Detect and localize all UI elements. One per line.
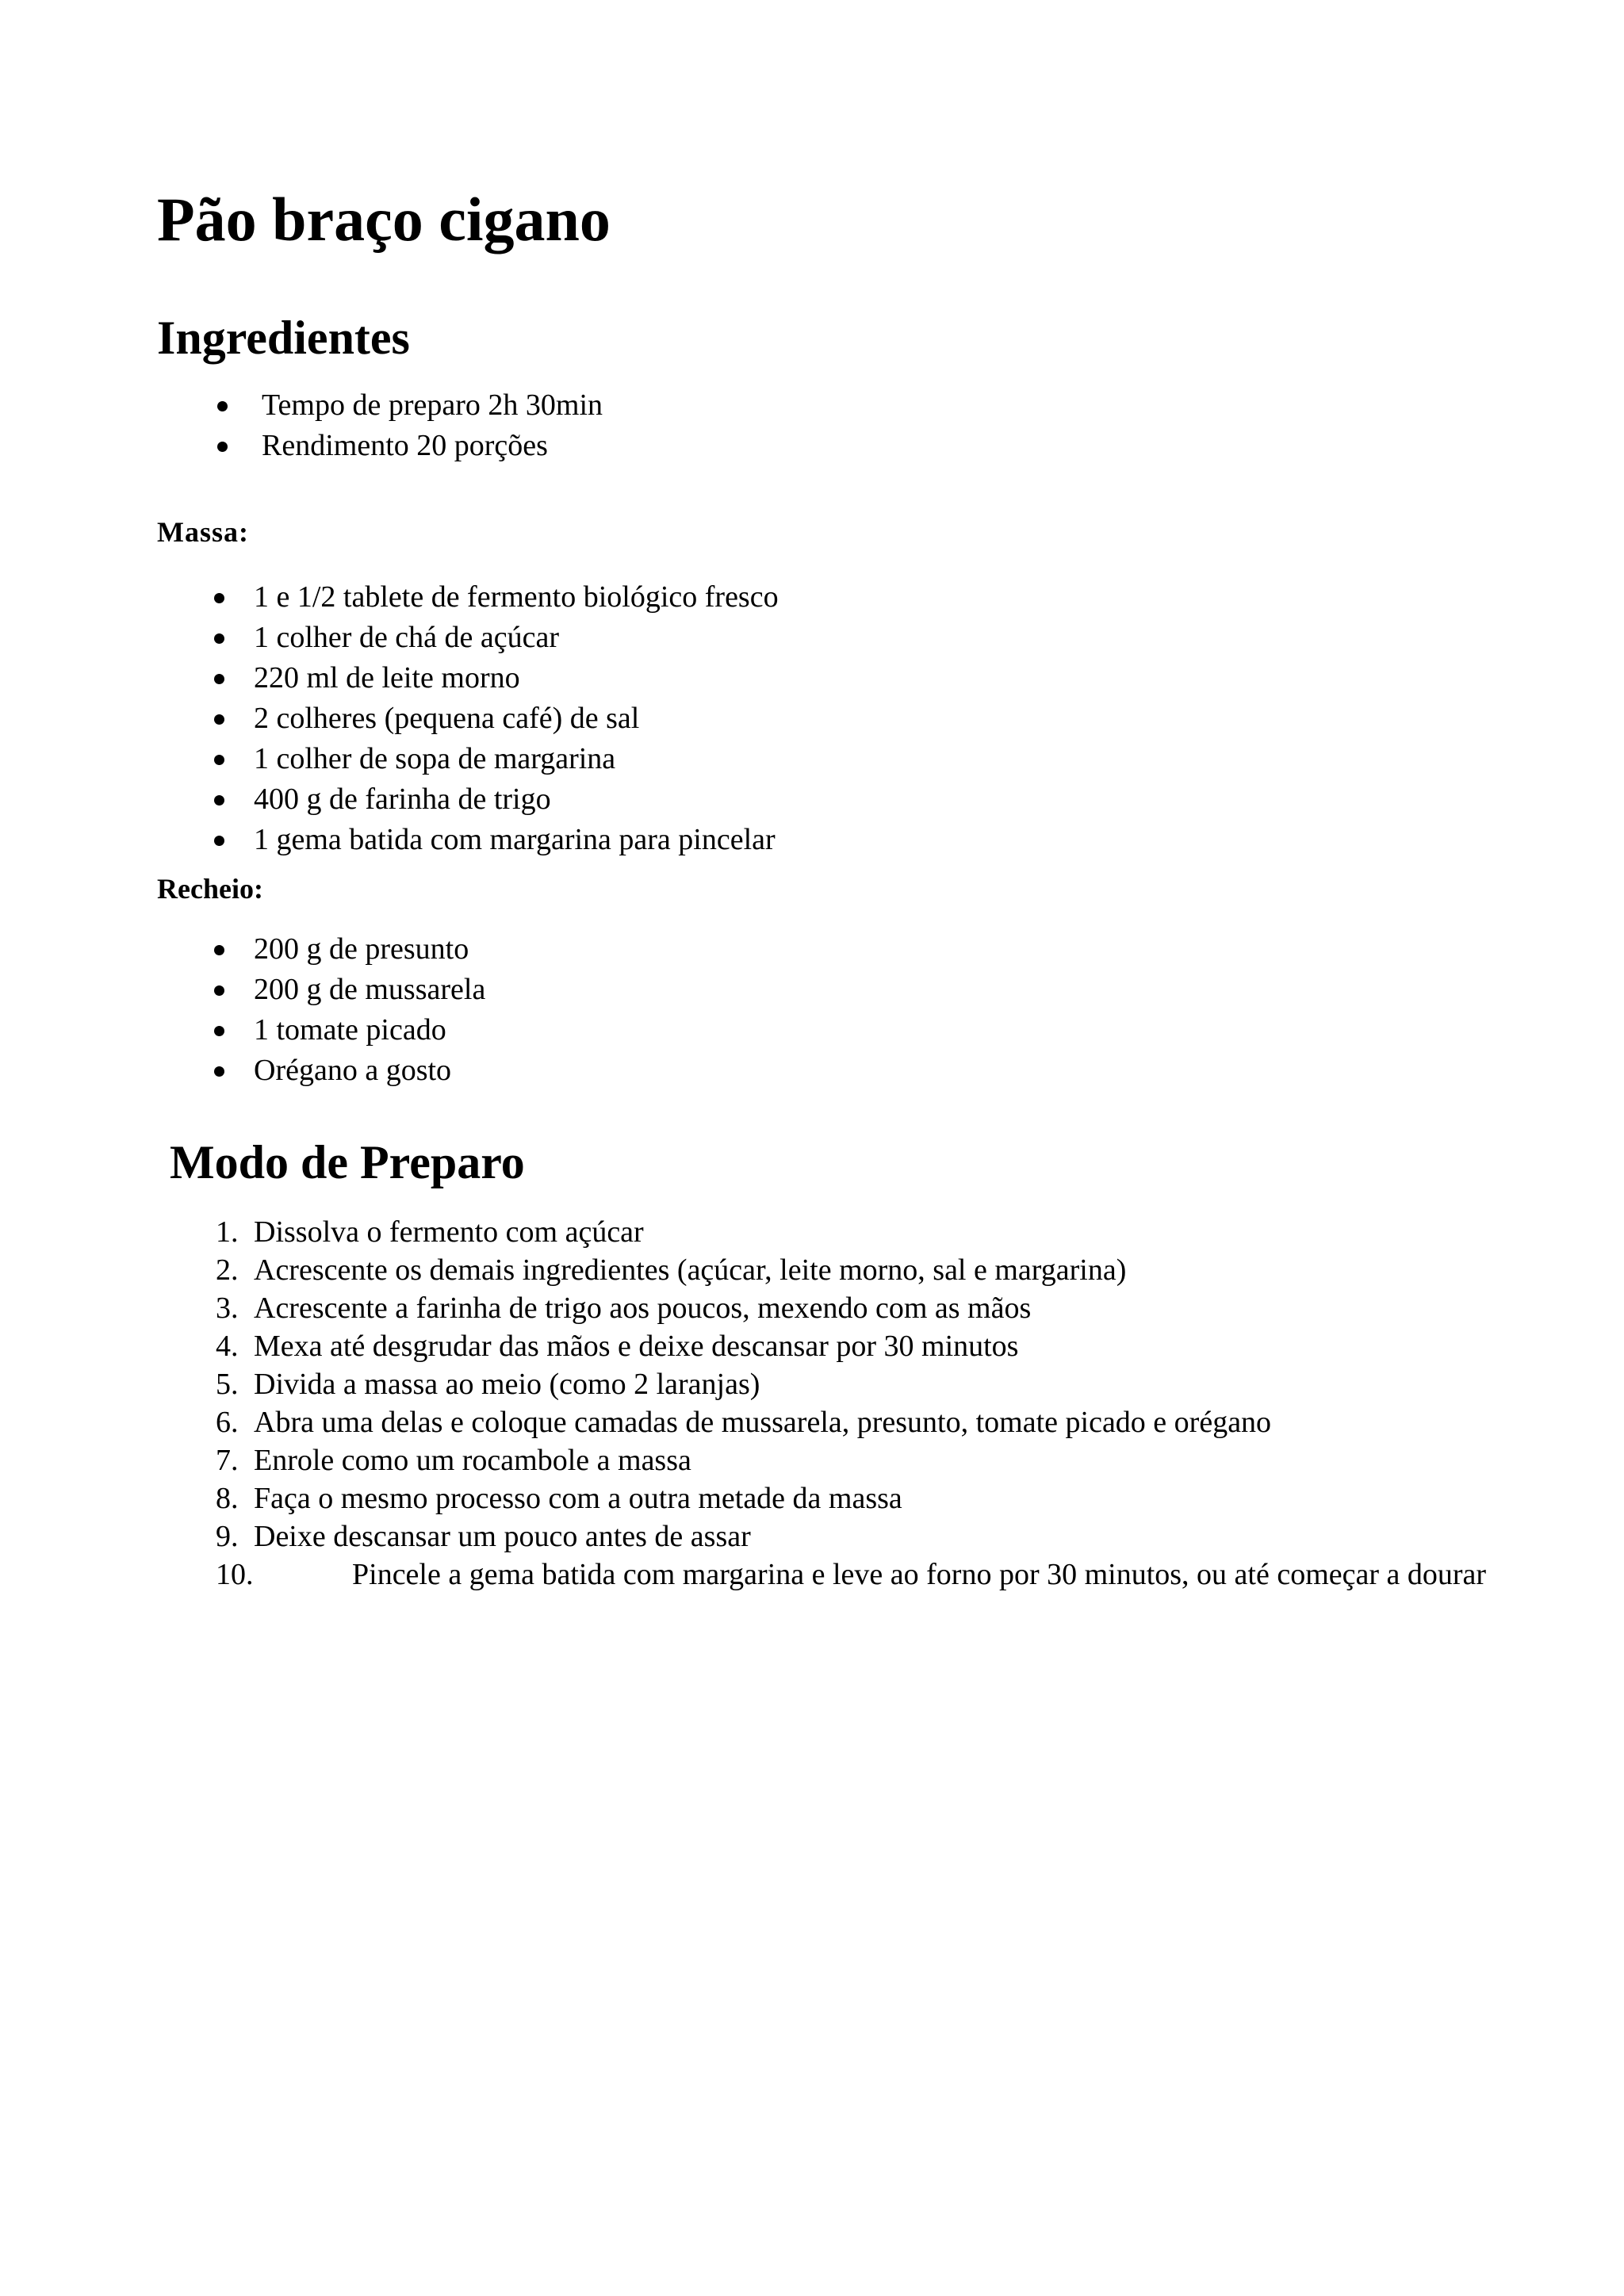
ingredient-text: 1 e 1/2 tablete de fermento biológico fresco	[254, 580, 779, 614]
preparation-steps-list	[216, 1213, 1491, 1594]
bullet-icon	[214, 795, 224, 806]
list-item	[254, 929, 485, 970]
step-number: 5.	[216, 1368, 239, 1401]
step-text: Dissolva o fermento com açúcar	[254, 1215, 644, 1249]
list-item	[254, 618, 779, 658]
bullet-icon	[214, 985, 224, 996]
list-item	[254, 577, 779, 618]
ingredient-text: 200 g de presunto	[254, 932, 469, 966]
step-text: Enrole como um rocambole a massa	[254, 1444, 691, 1477]
bullet-icon	[214, 836, 224, 846]
step-item	[216, 1289, 1491, 1327]
ingredient-text: 1 colher de sopa de margarina	[254, 742, 616, 775]
ingredient-text: 200 g de mussarela	[254, 973, 486, 1006]
step-text: Mexa até desgrudar das mãos e deixe descansar por 30 minutos	[254, 1330, 1019, 1363]
step-text: Pincele a gema batida com margarina e leve ao forno por 30 minutos, ou até começar a dourar	[352, 1558, 1487, 1591]
list-item	[254, 739, 779, 779]
step-item	[216, 1479, 1491, 1517]
list-item	[254, 1050, 485, 1091]
step-text: Acrescente a farinha de trigo aos poucos, mexendo com as mãos	[254, 1292, 1032, 1325]
step-number: 7.	[216, 1444, 239, 1477]
ingredient-text: Orégano a gosto	[254, 1054, 452, 1087]
list-item	[262, 426, 603, 466]
ingredient-text: 1 gema batida com margarina para pincelar	[254, 823, 776, 856]
step-text: Divida a massa ao meio (como 2 laranjas)	[254, 1368, 760, 1401]
list-item	[254, 970, 485, 1010]
bullet-icon	[214, 674, 224, 684]
step-text: Faça o mesmo processo com a outra metade da massa	[254, 1482, 902, 1515]
step-number: 4.	[216, 1330, 239, 1363]
recheio-heading: Recheio:	[157, 873, 263, 905]
step-text: Abra uma delas e coloque camadas de mussarela, presunto, tomate picado e orégano	[254, 1406, 1272, 1439]
massa-ingredients-list	[254, 577, 779, 860]
step-number: 6.	[216, 1406, 239, 1439]
recipe-title: Pão braço cigano	[157, 185, 611, 254]
list-item	[254, 658, 779, 698]
bullet-icon	[214, 633, 224, 644]
bullet-icon	[214, 593, 224, 603]
list-item	[254, 779, 779, 820]
ingredient-text: 1 colher de chá de açúcar	[254, 621, 560, 654]
bullet-icon	[214, 1026, 224, 1036]
massa-heading: Massa:	[157, 516, 249, 548]
ingredient-text: 400 g de farinha de trigo	[254, 783, 551, 816]
bullet-icon	[217, 442, 228, 452]
preparation-heading: Modo de Preparo	[170, 1136, 525, 1188]
step-item	[216, 1556, 1491, 1594]
step-item	[216, 1213, 1491, 1251]
step-text: Deixe descansar um pouco antes de assar	[254, 1520, 751, 1553]
step-number: 8.	[216, 1482, 239, 1515]
bullet-icon	[217, 401, 228, 411]
ingredient-text: 220 ml de leite morno	[254, 661, 520, 695]
step-item	[216, 1327, 1491, 1365]
ingredients-heading: Ingredientes	[157, 312, 410, 364]
step-number: 3.	[216, 1292, 239, 1325]
recheio-ingredients-list	[254, 929, 485, 1091]
prep-time: Tempo de preparo 2h 30min	[262, 388, 603, 422]
list-item	[254, 1010, 485, 1050]
ingredient-text: 1 tomate picado	[254, 1013, 446, 1047]
step-item	[216, 1517, 1491, 1556]
step-item	[216, 1403, 1491, 1441]
step-item	[216, 1365, 1491, 1403]
bullet-icon	[214, 714, 224, 725]
list-item	[254, 698, 779, 739]
bullet-icon	[214, 945, 224, 955]
bullet-icon	[214, 755, 224, 765]
servings: Rendimento 20 porções	[262, 429, 548, 462]
step-number: 1.	[216, 1215, 239, 1249]
ingredient-text: 2 colheres (pequena café) de sal	[254, 702, 640, 735]
step-item	[216, 1441, 1491, 1479]
list-item	[254, 820, 779, 860]
step-number: 2.	[216, 1253, 239, 1287]
recipe-info-list	[262, 385, 603, 466]
list-item	[262, 385, 603, 426]
step-number: 9.	[216, 1520, 239, 1553]
bullet-icon	[214, 1066, 224, 1077]
step-number: 10.	[216, 1558, 254, 1591]
step-text: Acrescente os demais ingredientes (açúcar, leite morno, sal e margarina)	[254, 1253, 1127, 1287]
step-item	[216, 1251, 1491, 1289]
